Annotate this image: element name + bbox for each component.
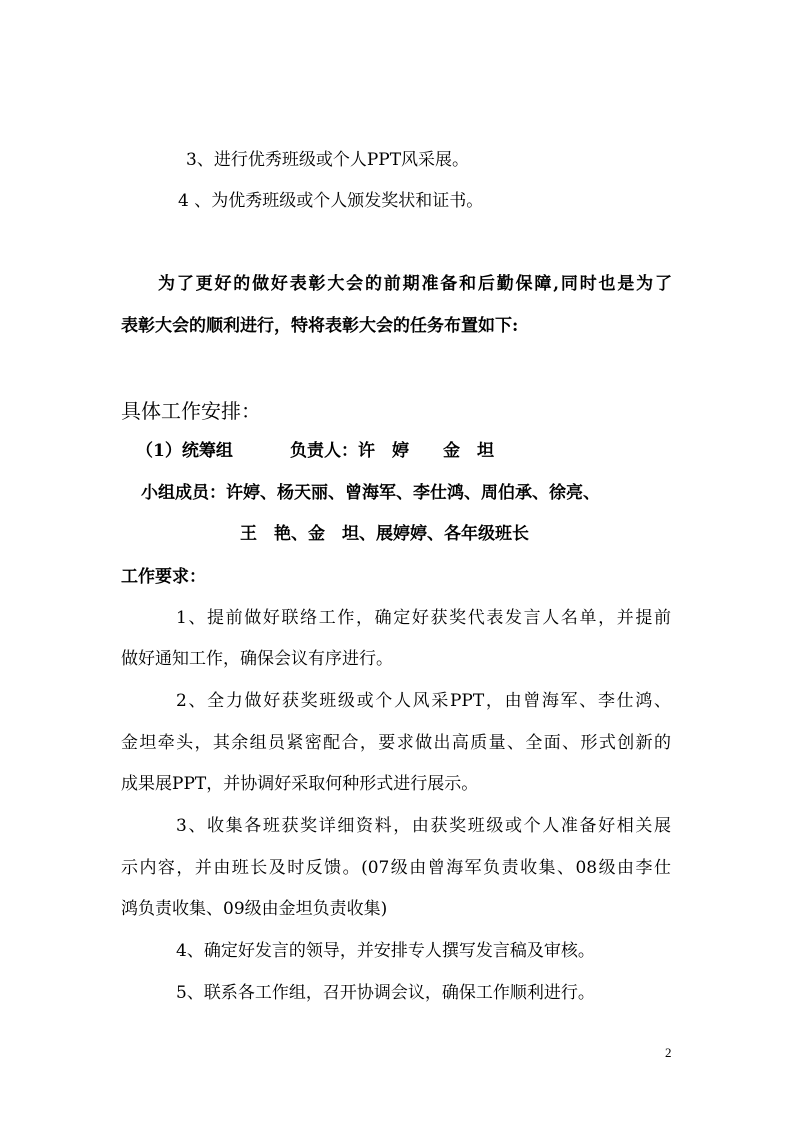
requirement-4: 4、确定好发言的领导，并安排专人撰写发言稿及审核。 xyxy=(176,941,595,961)
requirements-title: 工作要求： xyxy=(121,567,206,587)
requirement-2-line-1: 2、全力做好获奖班级或个人风采PPT，由曾海军、李仕鸿、 xyxy=(176,691,671,711)
requirement-3-line-1: 3、收集各班获奖详细资料，由获奖班级或个人准备好相关展 xyxy=(176,816,671,836)
section-title: 具体工作安排： xyxy=(121,399,261,423)
requirement-3-line-3: 鸿负责收集、09级由金坦负责收集) xyxy=(121,899,388,919)
group-leader: 负责人：许 婷 金 坦 xyxy=(290,441,494,461)
group-members-line-1: 小组成员：许婷、杨天丽、曾海军、李仕鸿、周伯承、徐亮、 xyxy=(141,483,600,503)
activity-item-3: 3、进行优秀班级或个人PPT风采展。 xyxy=(186,150,470,170)
requirement-2-line-2: 金坦牵头，其余组员紧密配合，要求做出高质量、全面、形式创新的 xyxy=(121,733,671,753)
requirement-1-line-2: 做好通知工作，确保会议有序进行。 xyxy=(121,649,393,669)
intro-line-2: 表彰大会的顺利进行，特将表彰大会的任务布置如下: xyxy=(121,316,519,336)
group-members-line-2: 王 艳、金 坦、展婷婷、各年级班长 xyxy=(240,524,529,544)
activity-item-4: 4 、为优秀班级或个人颁发奖状和证书。 xyxy=(178,191,484,211)
page-number: 2 xyxy=(665,1045,672,1060)
group-title: （1）统筹组 xyxy=(136,441,233,461)
requirement-5: 5、联系各工作组，召开协调会议，确保工作顺利进行。 xyxy=(176,983,595,1003)
requirement-1-line-1: 1、提前做好联络工作，确定好获奖代表发言人名单，并提前 xyxy=(176,608,671,628)
intro-line-1: 为了更好的做好表彰大会的前期准备和后勤保障,同时也是为了 xyxy=(158,274,672,294)
requirement-2-line-3: 成果展PPT，并协调好采取何种形式进行展示。 xyxy=(121,774,479,794)
requirement-3-line-2: 示内容，并由班长及时反馈。(07级由曾海军负责收集、08级由李仕 xyxy=(121,858,671,878)
